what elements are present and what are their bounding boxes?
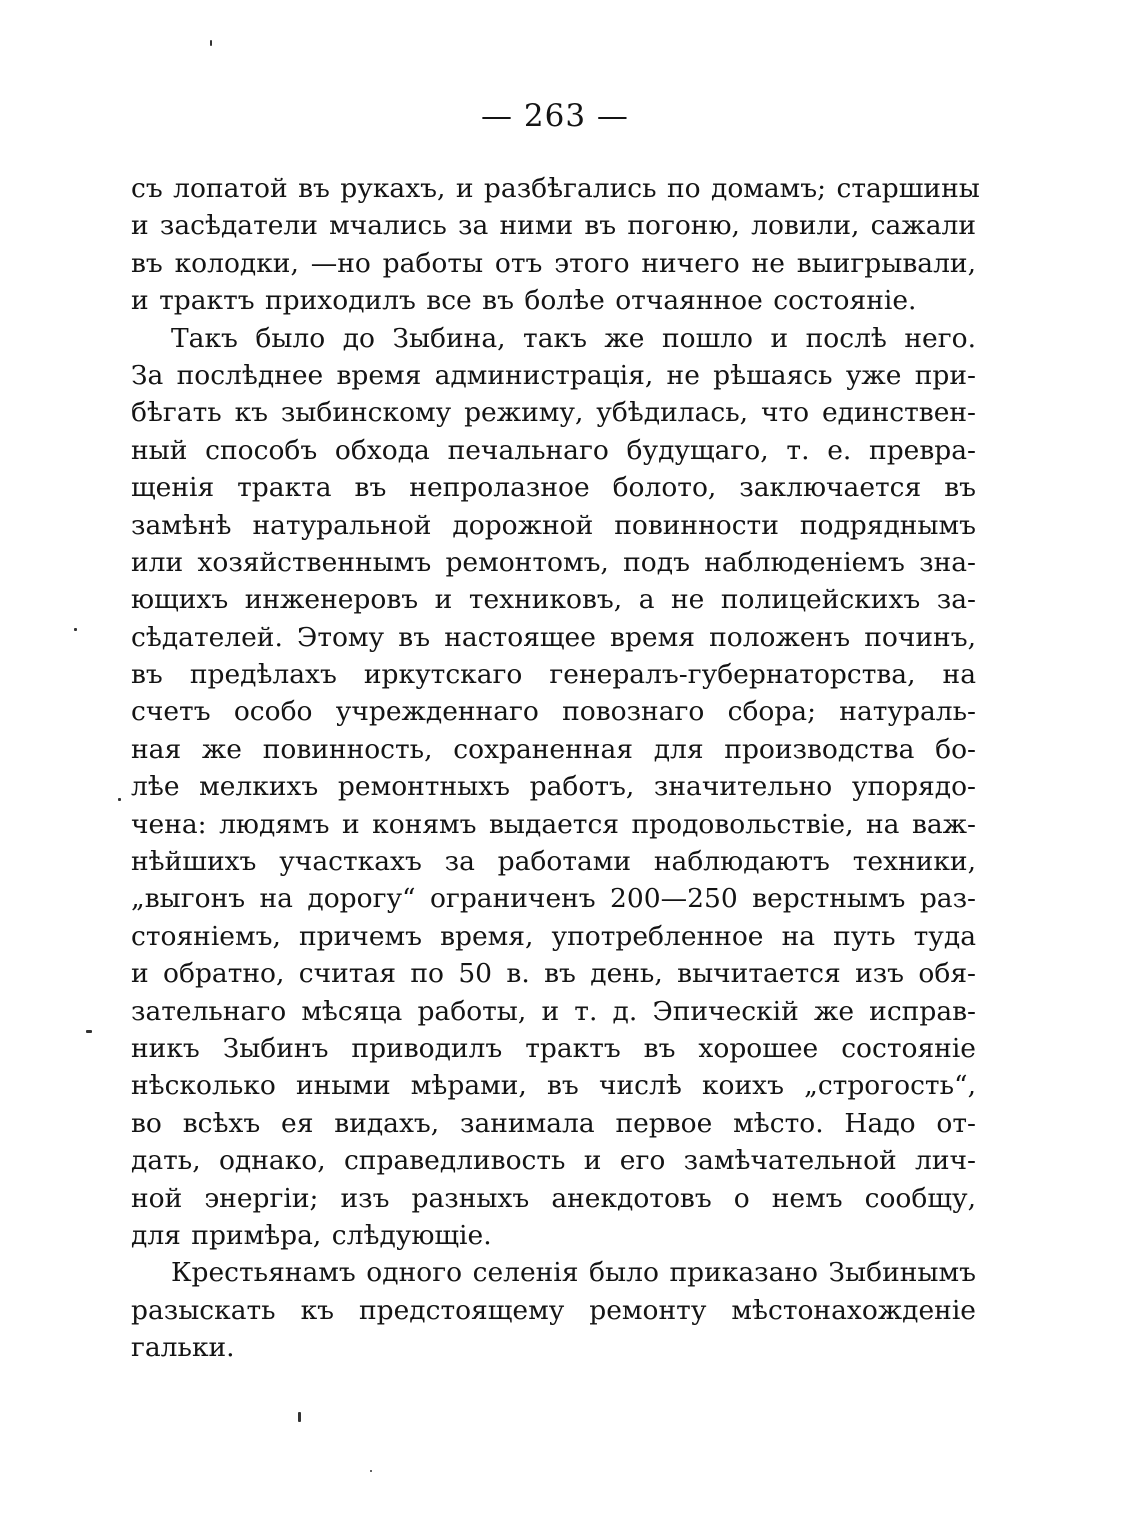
text-line: стояніемъ, причемъ время, употребленное на путь туда (131, 920, 976, 952)
text-line: въ колодки, —но работы отъ этого ничего не выигрывали, (131, 247, 976, 279)
text-line: и обратно, считая по 50 в. въ день, вычитается изъ обя- (131, 958, 976, 990)
text-line: съ лопатой въ рукахъ, и разбѣгались по домамъ; старшины (131, 173, 980, 204)
text-line: нѣсколько иными мѣрами, въ числѣ коихъ „строгость“, (131, 1070, 976, 1102)
text-line: Такъ было до Зыбина, такъ же пошло и послѣ него. (171, 322, 976, 354)
page-number: — 263 — (481, 98, 629, 134)
text-line: во всѣхъ ея видахъ, занимала первое мѣсто. Надо от- (131, 1107, 976, 1139)
body-text (131, 170, 980, 1367)
text-line: для примѣра, слѣдующіе. (131, 1219, 492, 1251)
text-line: За послѣднее время администрація, не рѣшаясь уже при- (131, 359, 976, 391)
text-line: и засѣдатели мчались за ними въ погоню, ловили, сажали (131, 210, 976, 242)
text-line: гальки. (131, 1332, 235, 1364)
text-line: чена: людямъ и конямъ выдается продовольствіе, на важ- (131, 808, 976, 840)
text-line: Крестьянамъ одного селенія было приказано Зыбинымъ (171, 1257, 976, 1289)
scan-speck (298, 1412, 301, 1422)
text-line: ный способъ обхода печальнаго будущаго, т. е. превра- (131, 434, 976, 466)
text-line: дать, однако, справедливость и его замѣчательной лич- (131, 1145, 976, 1177)
text-line: или хозяйственнымъ ремонтомъ, подъ наблюденіемъ зна- (131, 546, 976, 578)
text-line: ющихъ инженеровъ и техниковъ, а не полицейскихъ за- (131, 584, 976, 616)
text-line: и трактъ приходилъ все въ болѣе отчаянное состояніе. (131, 285, 917, 317)
text-line: сѣдателей. Этому въ настоящее время положенъ починъ, (131, 621, 976, 653)
paragraph (131, 1254, 976, 1366)
text-line: ная же повинность, сохраненная для производства бо- (131, 733, 976, 765)
text-line: разыскать къ предстоящему ремонту мѣстонахожденіе (131, 1294, 976, 1326)
text-line: никъ Зыбинъ приводилъ трактъ въ хорошее состояніе (131, 1032, 976, 1064)
scan-speck (370, 1470, 372, 1472)
scan-speck (210, 40, 212, 46)
paragraph (131, 170, 980, 320)
text-line: въ предѣлахъ иркутскаго генералъ-губернаторства, на (131, 659, 976, 691)
paragraph (131, 320, 976, 1255)
text-line: ной энергіи; изъ разныхъ анекдотовъ о немъ сообщу, (131, 1182, 976, 1214)
text-line: счетъ особо учрежденнаго повознаго сбора; натураль- (131, 696, 976, 728)
scan-speck (118, 798, 121, 801)
text-line: зательнаго мѣсяца работы, и т. д. Эпическій же исправ- (131, 995, 976, 1027)
text-line: „выгонъ на дорогу“ ограниченъ 200—250 верстнымъ раз- (131, 883, 976, 915)
text-line: нѣйшихъ участкахъ за работами наблюдаютъ техники, (131, 846, 976, 878)
text-line: щенія тракта въ непролазное болото, заключается въ (131, 472, 976, 504)
scan-speck (86, 1030, 92, 1033)
text-line: замѣнѣ натуральной дорожной повинности подряднымъ (131, 509, 976, 541)
text-line: бѣгать къ зыбинскому режиму, убѣдилась, что единствен- (131, 397, 976, 429)
scan-speck (74, 628, 77, 631)
text-line: лѣе мелкихъ ремонтныхъ работъ, значительно упорядо- (131, 771, 976, 803)
